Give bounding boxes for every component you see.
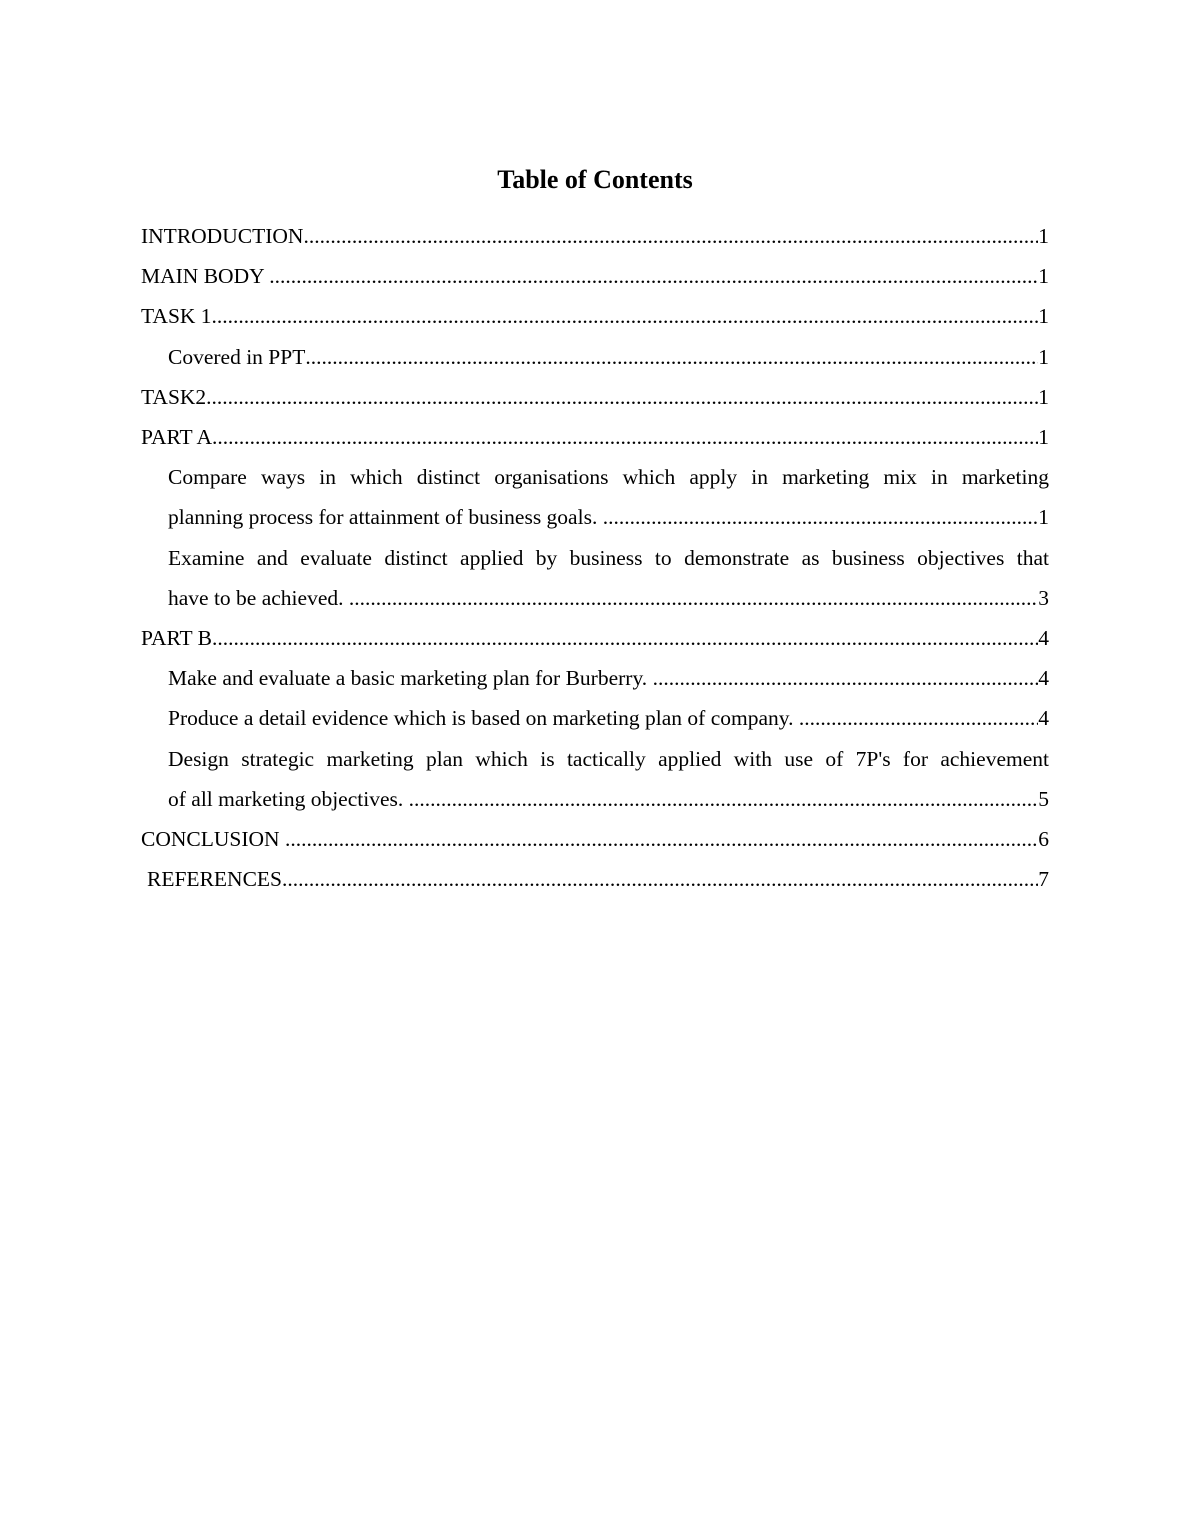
toc-entry-text-line1: Examine and evaluate distinct applied by business to demonstrate as business objectives that bbox=[168, 545, 1049, 570]
toc-entry-text: Produce a detail evidence which is based on marketing plan of company. bbox=[168, 706, 799, 731]
toc-page-number: 6 bbox=[1038, 827, 1049, 852]
toc-leader-dots bbox=[603, 497, 1039, 537]
page-title: Table of Contents bbox=[497, 165, 693, 194]
toc-leader-dots bbox=[799, 698, 1038, 738]
toc-entry-text-line1: Compare ways in which distinct organisations which apply in marketing mix in marketing bbox=[168, 465, 1049, 490]
toc-entry-text: have to be achieved. bbox=[168, 585, 349, 610]
toc-entry-text: INTRODUCTION bbox=[141, 224, 304, 248]
toc-leader-dots bbox=[212, 417, 1038, 457]
toc-entry-references[interactable] bbox=[141, 859, 1049, 899]
toc-entry-text: of all marketing objectives. bbox=[168, 786, 409, 811]
toc-entry-marketing-plan-burberry[interactable] bbox=[168, 658, 1049, 698]
toc-entry-introduction[interactable] bbox=[141, 216, 1049, 256]
toc-leader-dots bbox=[409, 779, 1039, 819]
toc-page-number: 1 bbox=[1038, 425, 1049, 450]
toc-entry-detail-evidence[interactable] bbox=[168, 698, 1049, 738]
toc-entry-text: Covered in PPT bbox=[168, 344, 306, 369]
toc-leader-dots bbox=[349, 578, 1038, 618]
toc-page-number: 1 bbox=[1038, 304, 1049, 329]
toc-page-number: 7 bbox=[1038, 867, 1049, 892]
toc-entry-text: PART A bbox=[141, 425, 213, 450]
toc-entry-text: Make and evaluate a basic marketing plan for Burberry. bbox=[168, 666, 653, 691]
toc-leader-dots bbox=[285, 819, 1038, 859]
toc-page-number: 4 bbox=[1038, 626, 1049, 651]
toc-entry-conclusion[interactable] bbox=[141, 819, 1049, 859]
toc-page-number: 4 bbox=[1038, 666, 1049, 691]
toc-entry-text: PART B bbox=[141, 626, 213, 651]
toc-leader-dots bbox=[305, 337, 1038, 377]
toc-leader-dots bbox=[212, 618, 1038, 658]
toc-entry-examine-evaluate[interactable] bbox=[168, 538, 1049, 618]
toc-entry-text: TASK 1 bbox=[141, 304, 212, 329]
toc-leader-dots bbox=[212, 296, 1039, 336]
toc-entry-text: TASK2 bbox=[141, 384, 207, 409]
toc-entry-task-1[interactable] bbox=[141, 296, 1049, 336]
toc-entry-compare-ways[interactable] bbox=[168, 457, 1049, 537]
toc-page-number: 3 bbox=[1038, 585, 1049, 610]
toc-page-number: 1 bbox=[1038, 264, 1049, 289]
toc-page-number: 5 bbox=[1038, 786, 1049, 811]
toc-page-number: 1 bbox=[1038, 384, 1049, 409]
toc-entry-main-body[interactable] bbox=[141, 256, 1049, 296]
toc-entry-text-line1: Design strategic marketing plan which is tactically applied with use of 7P's for achievement bbox=[168, 746, 1049, 771]
toc-leader-dots bbox=[653, 658, 1039, 698]
toc-entry-text: REFERENCES bbox=[147, 867, 282, 892]
toc-entry-text: planning process for attainment of business goals. bbox=[168, 505, 603, 530]
toc-leader-dots bbox=[206, 377, 1038, 417]
toc-list bbox=[141, 216, 1049, 899]
toc-page-number: 1 bbox=[1038, 224, 1049, 248]
toc-entry-text: CONCLUSION bbox=[141, 827, 285, 852]
toc-leader-dots bbox=[303, 216, 1038, 256]
toc-entry-strategic-plan[interactable] bbox=[168, 739, 1049, 819]
toc-entry-task-2[interactable] bbox=[141, 377, 1049, 417]
toc-leader-dots bbox=[269, 256, 1038, 296]
toc-leader-dots bbox=[282, 859, 1038, 899]
toc-entry-part-b[interactable] bbox=[141, 618, 1049, 658]
toc-entry-part-a[interactable] bbox=[141, 417, 1049, 457]
toc-page-number: 1 bbox=[1038, 505, 1049, 530]
toc-entry-covered-in-ppt[interactable] bbox=[168, 337, 1049, 377]
toc-page-number: 1 bbox=[1038, 344, 1049, 369]
toc-page-number: 4 bbox=[1038, 706, 1049, 731]
toc-entry-text: MAIN BODY bbox=[141, 264, 270, 289]
